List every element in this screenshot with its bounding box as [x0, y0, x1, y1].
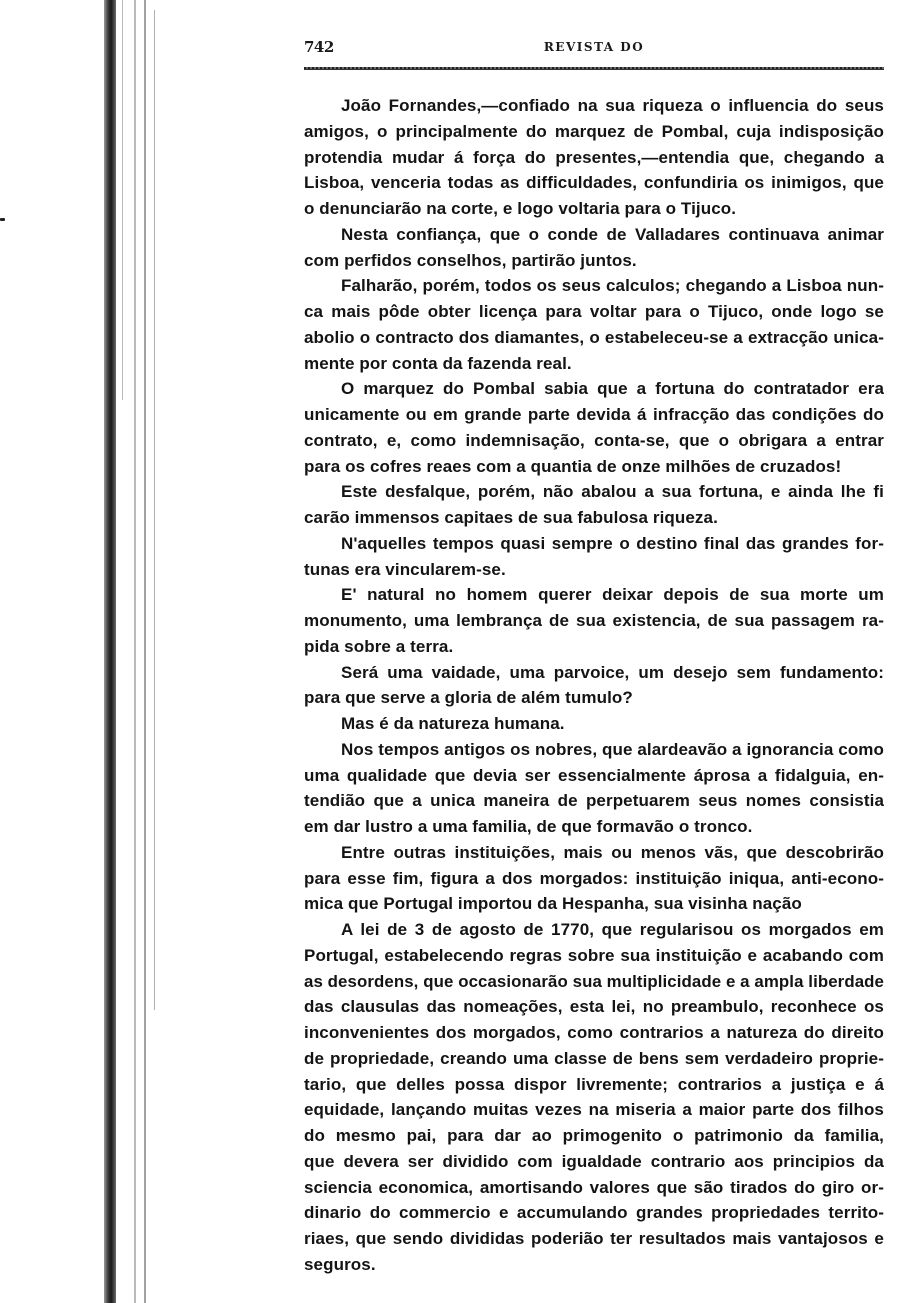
text-line: uma qualidade que devia ser essencialmente áprosa a fidalguia, en-: [304, 765, 884, 785]
text-line: mica que Portugal importou da Hespanha, sua visinha nação: [304, 894, 802, 914]
text-line: para que serve a gloria de além tumulo?: [304, 688, 633, 708]
page-header: [304, 38, 884, 58]
text-line: inconvenientes dos morgados, como contrarios a natureza do direito: [304, 1023, 884, 1042]
text-line: Mas é da natureza humana.: [341, 714, 565, 733]
spine-line: [154, 10, 155, 1010]
text-line: amigos, o principalmente do marquez de Pombal, cuja indisposição: [304, 121, 884, 141]
text-line: Portugal, estabelecendo regras sobre sua instituição e acabando com: [304, 945, 884, 965]
text-line: das clausulas das nomeações, esta lei, no preambulo, reconhece os: [304, 997, 884, 1017]
text-line: O marquez do Pombal sabia que a fortuna do contratador era: [341, 379, 884, 399]
text-line: de propriedade, creando uma classe de bens sem verdadeiro proprie-: [304, 1048, 884, 1068]
text-line: contrato, e, como indemnisação, conta-se, que o obrigara a entrar: [304, 430, 884, 450]
text-line: Entre outras instituições, mais ou menos vãs, que descobrirão: [341, 842, 884, 862]
text-line: equidade, lançando muitas vezes na miseria a maior parte dos filhos: [304, 1100, 884, 1120]
text-line: João Fornandes,—confiado na sua riqueza o influencia do seus: [341, 96, 884, 115]
scan-speck: [0, 218, 5, 221]
text-line: ca mais pôde obter licença para voltar para o Tijuco, onde logo se: [304, 302, 884, 321]
text-line: para os cofres reaes com a quantia de onze milhões de cruzados!: [304, 456, 842, 476]
text-line: monumento, uma lembrança de sua existencia, de sua passagem ra-: [304, 611, 884, 630]
running-title: REVISTA DO: [543, 40, 645, 54]
text-line: Este desfalque, porém, não abalou a sua fortuna, e ainda lhe fi: [341, 482, 884, 502]
body-text: [304, 93, 884, 1278]
text-line: A lei de 3 de agosto de 1770, que regularisou os morgados em: [341, 920, 884, 939]
text-line: unicamente ou em grande parte devida á infracção das condições do: [304, 405, 884, 424]
text-line: pida sobre a terra.: [304, 636, 454, 656]
text-line: o denunciarão na corte, e logo voltaria para o Tijuco.: [304, 199, 737, 218]
text-line: do mesmo pai, para dar ao primogenito o patrimonio da familia,: [304, 1126, 884, 1145]
text-line: em dar lustro a uma familia, de que formavão o tronco.: [304, 817, 753, 836]
text-line: E' natural no homem querer deixar depois de sua morte um: [341, 585, 884, 605]
spine-line: [144, 0, 146, 1303]
text-line: Falharão, porém, todos os seus calculos; chegando a Lisboa nun-: [341, 276, 884, 296]
page-number: 742: [304, 38, 334, 56]
text-line: seguros.: [304, 1254, 376, 1274]
spine-line: [134, 0, 136, 1303]
spine-line: [122, 0, 123, 400]
text-line: abolio o contracto dos diamantes, o estabeleceu-se a extracção unica-: [304, 327, 884, 347]
text-line: N'aquelles tempos quasi sempre o destino final das grandes for-: [341, 533, 884, 553]
text-line: carão immensos capitaes de sua fabulosa riqueza.: [304, 508, 718, 527]
text-line: tario, que delles possa dispor livremente; contrarios a justiça e á: [304, 1074, 884, 1094]
header-rule: [304, 67, 884, 70]
text-line: mente por conta da fazenda real.: [304, 353, 572, 373]
text-line: Nos tempos antigos os nobres, que alardeavão a ignorancia como: [341, 739, 884, 759]
text-line: sciencia economica, amortisando valores que são tirados do giro or-: [304, 1177, 884, 1197]
text-line: as desordens, que occasionarão sua multiplicidade e a ampla liberdade: [304, 971, 884, 991]
text-line: para esse fim, figura a dos morgados: instituição iniqua, anti-econo-: [304, 868, 884, 888]
text-line: tunas era vincularem-se.: [304, 559, 506, 579]
text-line: que devera ser dividido com igualdade contrario aos principios da: [304, 1151, 884, 1171]
text-line: com perfidos conselhos, partirão juntos.: [304, 250, 637, 270]
text-line: riaes, que sendo divididas poderião ter resultados mais vantajosos e: [304, 1229, 884, 1248]
text-line: protendia mudar á força do presentes,—entendia que, chegando a: [304, 147, 884, 167]
text-line: Lisboa, venceria todas as difficuldades, confundiria os inimigos, que: [304, 173, 884, 193]
book-spine-shadow: [104, 0, 116, 1303]
text-line: Será uma vaidade, uma parvoice, um desejo sem fundamento:: [341, 662, 884, 682]
text-line: Nesta confiança, que o conde de Valladares continuava animar: [341, 224, 884, 244]
text-line: dinario do commercio e accumulando grandes propriedades territo-: [304, 1203, 884, 1223]
text-line: tendião que a unica maneira de perpetuarem seus nomes consistia: [304, 791, 884, 811]
